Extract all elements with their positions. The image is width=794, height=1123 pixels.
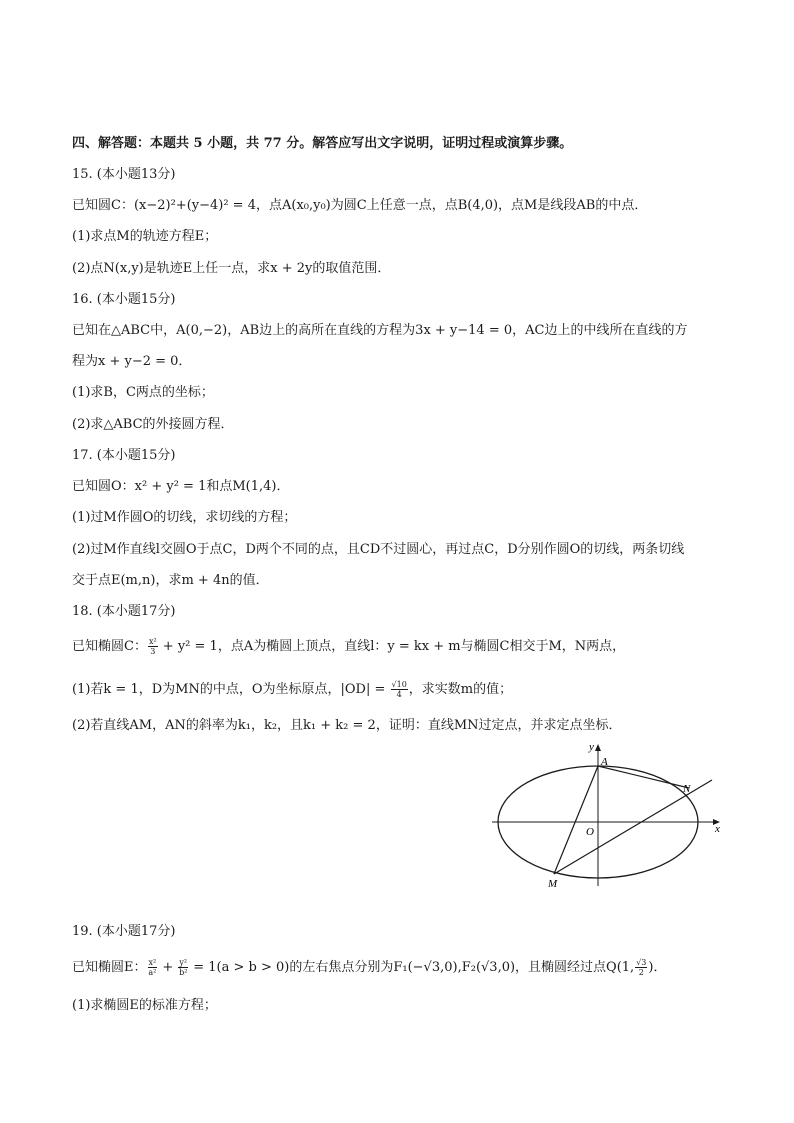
q15-part1: (1)求点M的轨迹方程E； <box>72 229 218 244</box>
label-A: A <box>601 756 608 768</box>
q18-header: 18. (本小题17分) <box>72 604 176 619</box>
q19-frac-y-num: y² <box>179 958 188 967</box>
label-x: x <box>715 823 720 835</box>
q18-part1-frac-num: √10 <box>391 680 407 689</box>
label-O: O <box>586 826 594 838</box>
q18-part1 <box>72 680 512 699</box>
label-N: N <box>683 783 691 795</box>
q17-part2-line2: 交于点E(m,n)，求m + 4n的值． <box>72 573 269 588</box>
q19-stem-pre: 已知椭圆E： <box>72 960 147 975</box>
q18-stem-frac-den: 3 <box>150 647 156 656</box>
q19-frac-q <box>635 958 647 977</box>
segment-AN <box>598 766 689 788</box>
q18-stem-pre: 已知椭圆C： <box>72 639 147 654</box>
q19-frac-x <box>148 958 158 977</box>
q19-stem-end: )． <box>648 960 667 975</box>
label-y: y <box>589 741 594 753</box>
q19-frac-y <box>178 958 188 977</box>
q19-header: 19. (本小题17分) <box>72 924 176 939</box>
q18-stem-fraction <box>148 637 158 656</box>
section-heading: 四、解答题：本题共 5 小题，共 77 分。解答应写出文字说明，证明过程或演算步骤。 <box>72 136 573 151</box>
q19-frac-x-den: a² <box>148 968 157 977</box>
q18-part1-frac-den: 4 <box>396 690 402 699</box>
q19-frac-q-num: √3 <box>636 958 647 967</box>
q17-part1: (1)过M作圆O的切线，求切线的方程； <box>72 510 297 525</box>
segment-AM <box>554 766 598 874</box>
q16-part2: (2)求△ABC的外接圆方程． <box>72 417 234 432</box>
q18-part2: (2)若直线AM，AN的斜率为k₁，k₂，且k₁ + k₂ = 2，证明：直线MN过定点，并求定点坐标． <box>72 718 622 733</box>
q18-part1-post: ，求实数m的值； <box>408 682 513 697</box>
q19-stem-mid: = 1(a > b > 0)的左右焦点分别为F₁(−√3,0),F₂(√3,0)，且椭圆经过点Q(1, <box>189 960 635 975</box>
q18-part1-fraction <box>391 680 408 699</box>
ellipse-figure <box>486 738 726 890</box>
q15-part2: (2)点N(x,y)是轨迹E上任一点，求x + 2y的取值范围． <box>72 261 391 276</box>
q16-stem-line1: 已知在△ABC中，A(0,−2)，AB边上的高所在直线的方程为3x + y−14 = 0，AC边上的中线所在直线的方 <box>72 323 688 338</box>
q15-header: 15. (本小题13分) <box>72 167 176 182</box>
q16-part1: (1)求B，C两点的坐标； <box>72 385 214 400</box>
q19-plus: + <box>158 960 178 975</box>
y-axis-arrow <box>595 744 601 751</box>
label-M: M <box>548 878 558 890</box>
q19-stem <box>72 958 666 977</box>
q16-stem-line2: 程为x + y−2 = 0． <box>72 354 192 369</box>
q18-stem <box>72 637 625 656</box>
q18-stem-frac-num: x² <box>148 637 157 646</box>
q18-part1-pre: (1)若k = 1，D为MN的中点，O为坐标原点，|OD| = <box>72 682 390 697</box>
q17-header: 17. (本小题15分) <box>72 448 176 463</box>
q17-part2-line1: (2)过M作直线l交圆O于点C，D两个不同的点，且CD不过圆心，再过点C，D分别作圆O的切线，两条切线 <box>72 542 685 557</box>
q19-frac-q-den: 2 <box>638 968 644 977</box>
q17-stem: 已知圆O：x² + y² = 1和点M(1,4)． <box>72 479 290 494</box>
q16-header: 16. (本小题15分) <box>72 292 176 307</box>
q19-frac-x-num: x² <box>148 958 157 967</box>
q15-stem: 已知圆C：(x−2)²+(y−4)² = 4，点A(x₀,y₀)为圆C上任意一点，点B(4,0)，点M是线段AB的中点． <box>72 198 648 213</box>
q19-part1: (1)求椭圆E的标准方程； <box>72 998 217 1013</box>
q19-frac-y-den: b² <box>179 968 188 977</box>
q18-stem-post: + y² = 1，点A为椭圆上顶点，直线l：y = kx + m与椭圆C相交于M，N两点， <box>158 639 626 654</box>
